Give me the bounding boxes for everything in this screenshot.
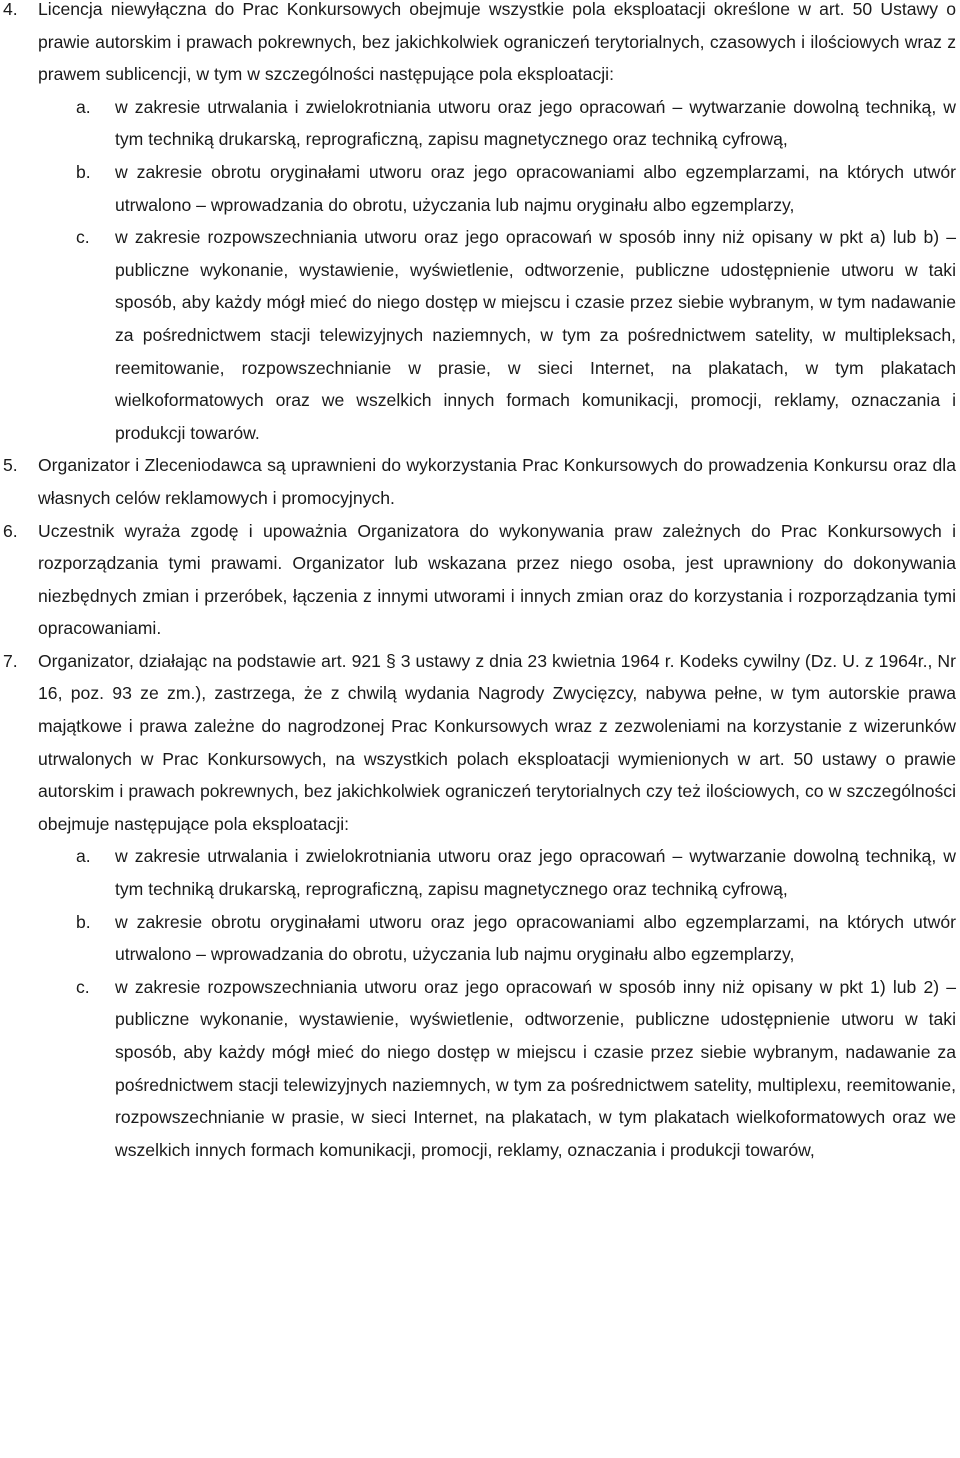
list-item-text: w zakresie utrwalania i zwielokrotniania utworu oraz jego opracowań – wytwarzanie dowolną techniką, w tym techniką drukarską, reprograficzną, zapisu magnetycznego oraz techniką cyfrową, xyxy=(115,846,956,900)
list-item-text: w zakresie obrotu oryginałami utworu oraz jego opracowaniami albo egzemplarzami, na których utwór utrwalono – wprowadzania do obrotu, użyczania lub najmu oryginału albo egzemplarzy, xyxy=(115,911,956,965)
paragraph-number: 6. xyxy=(3,520,18,541)
list-item-7c xyxy=(0,971,956,1167)
paragraph-text: Organizator, działając na podstawie art. 921 § 3 ustawy z dnia 23 kwietnia 1964 r. Kodeks cywilny (Dz. U. z 1964r., Nr 16, poz. 93 ze zm.), zastrzega, że z chwilą wydania Nagrody Zwycięzcy, nabywa pełne, w tym autorskie prawa majątkowe i prawa zależne do nagrodzonej Prac Konkursowych wraz z zezwoleniami na korzystanie z wizerunków utrwalonych w Prac Konkursowych, na wszystkich polach eksploatacji wymienionych w art. 50 ustawy o prawie autorskim i prawach pokrewnych, bez jakichkolwiek ograniczeń terytorialnych czy też ilościowych, co w szczególności obejmuje następujące pola eksploatacji: xyxy=(38,650,956,834)
list-item-text: w zakresie obrotu oryginałami utworu oraz jego opracowaniami albo egzemplarzami, na których utwór utrwalono – wprowadzania do obrotu, użyczania lub najmu oryginału albo egzemplarzy, xyxy=(115,161,956,215)
list-item-letter: b. xyxy=(76,161,91,182)
list-item-4c xyxy=(0,221,956,449)
list-item-letter: b. xyxy=(76,911,91,932)
list-item-4a xyxy=(0,91,956,156)
list-item-text: w zakresie rozpowszechniania utworu oraz jego opracowań w sposób inny niż opisany w pkt 1) lub 2) – publiczne wykonanie, wystawienie, wyświetlenie, odtworzenie, publiczne udostępnienie utworu w taki sposób, aby każdy mógł mieć do niego dostęp w miejscu i czasie przez siebie wybranym, nadawanie za pośrednictwem stacji telewizyjnych naziemnych, w tym za pośrednictwem satelity, multiplexu, reemitowanie, rozpowszechnianie w prasie, w sieci Internet, na plakatach, w tym plakatach wielkoformatowych oraz we wszelkich innych formach komunikacji, promocji, reklamy, oznaczania i produkcji towarów, xyxy=(115,976,956,1160)
list-item-text: w zakresie utrwalania i zwielokrotniania utworu oraz jego opracowań – wytwarzanie dowolną techniką, w tym techniką drukarską, reprograficzną, zapisu magnetycznego oraz techniką cyfrową, xyxy=(115,96,956,150)
paragraph-text: Uczestnik wyraża zgodę i upoważnia Organizatora do wykonywania praw zależnych do Prac Konkursowych i rozporządzania tymi prawami. Organizator lub wskazana przez niego osoba, jest uprawniony do dokonywania niezbędnych zmian i przeróbek, łączenia z innymi utworami i innych zmian oraz do korzystania i rozporządzania tymi opracowaniami. xyxy=(38,520,956,639)
list-item-7a xyxy=(0,840,956,905)
paragraph-text: Organizator i Zleceniodawca są uprawnieni do wykorzystania Prac Konkursowych do prowadzenia Konkursu oraz dla własnych celów reklamowych i promocyjnych. xyxy=(38,455,956,508)
list-item-letter: c. xyxy=(76,976,90,997)
list-item-letter: c. xyxy=(76,227,90,248)
list-item-letter: a. xyxy=(76,96,91,117)
paragraph-4 xyxy=(0,0,956,91)
paragraph-number: 7. xyxy=(3,650,18,671)
list-item-letter: a. xyxy=(76,846,91,867)
paragraph-6 xyxy=(0,515,956,645)
list-item-4b xyxy=(0,156,956,221)
paragraph-text: Licencja niewyłączna do Prac Konkursowych obejmuje wszystkie pola eksploatacji określone w art. 50 Ustawy o prawie autorskim i prawach pokrewnych, bez jakichkolwiek ograniczeń terytorialnych, czasowych i ilościowych wraz z prawem sublicencji, w tym w szczególności następujące pola eksploatacji: xyxy=(38,0,956,85)
list-item-7b xyxy=(0,906,956,971)
list-item-text: w zakresie rozpowszechniania utworu oraz jego opracowań w sposób inny niż opisany w pkt a) lub b) – publiczne wykonanie, wystawienie, wyświetlenie, odtworzenie, publiczne udostępnienie utworu w taki sposób, aby każdy mógł mieć do niego dostęp w miejscu i czasie przez siebie wybranym, w tym nadawanie za pośrednictwem stacji telewizyjnych naziemnych, w tym za pośrednictwem satelity, w multipleksach, reemitowanie, rozpowszechnianie w prasie, w sieci Internet, na plakatach, w tym plakatach wielkoformatowych oraz we wszelkich innych formach komunikacji, promocji, reklamy, oznaczania i produkcji towarów. xyxy=(115,227,956,443)
paragraph-number: 5. xyxy=(3,455,18,476)
paragraph-7 xyxy=(0,645,956,841)
paragraph-5 xyxy=(0,449,956,514)
paragraph-number: 4. xyxy=(3,0,18,19)
